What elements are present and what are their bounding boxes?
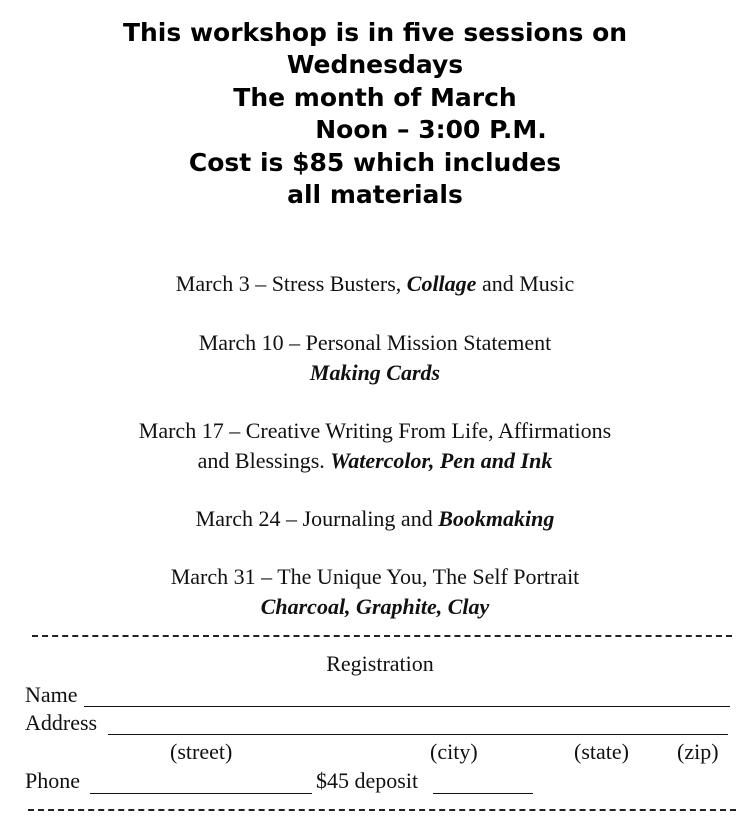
cut-line-bottom — [28, 809, 736, 811]
name-field[interactable] — [84, 706, 730, 707]
registration-title: Registration — [326, 651, 434, 676]
session-march-10-activity: Making Cards — [309, 360, 441, 385]
header-line-4: Noon – 3:00 P.M. — [315, 115, 547, 144]
zip-hint: (zip) — [677, 739, 719, 764]
name-label: Name — [25, 682, 78, 707]
address-label: Address — [25, 710, 98, 735]
header-line-3: The month of March — [233, 83, 517, 112]
street-hint: (street) — [170, 739, 233, 764]
header-line-6: all materials — [287, 180, 463, 209]
session-march-17-activity: and Blessings. Watercolor, Pen and Ink — [197, 448, 553, 473]
header-line-2: Wednesdays — [286, 50, 464, 79]
session-march-24: March 24 – Journaling and Bookmaking — [195, 506, 555, 531]
cut-line-top — [32, 635, 732, 637]
header-line-1: This workshop is in five sessions on — [122, 18, 628, 47]
phone-field[interactable] — [90, 793, 312, 794]
session-march-17: March 17 – Creative Writing From Life, Affirmations — [138, 418, 612, 443]
session-march-31-activity: Charcoal, Graphite, Clay — [260, 594, 490, 619]
address-field[interactable] — [108, 734, 728, 735]
city-hint: (city) — [430, 739, 478, 764]
deposit-field[interactable] — [433, 793, 533, 794]
deposit-label: $45 deposit — [316, 768, 419, 793]
state-hint: (state) — [574, 739, 629, 764]
session-march-10: March 10 – Personal Mission Statement — [198, 330, 552, 355]
header-line-5: Cost is $85 which includes — [188, 148, 562, 177]
session-march-3: March 3 – Stress Busters, Collage and Music — [175, 271, 575, 296]
session-march-31: March 31 – The Unique You, The Self Portrait — [170, 564, 580, 589]
phone-label: Phone — [25, 768, 80, 793]
